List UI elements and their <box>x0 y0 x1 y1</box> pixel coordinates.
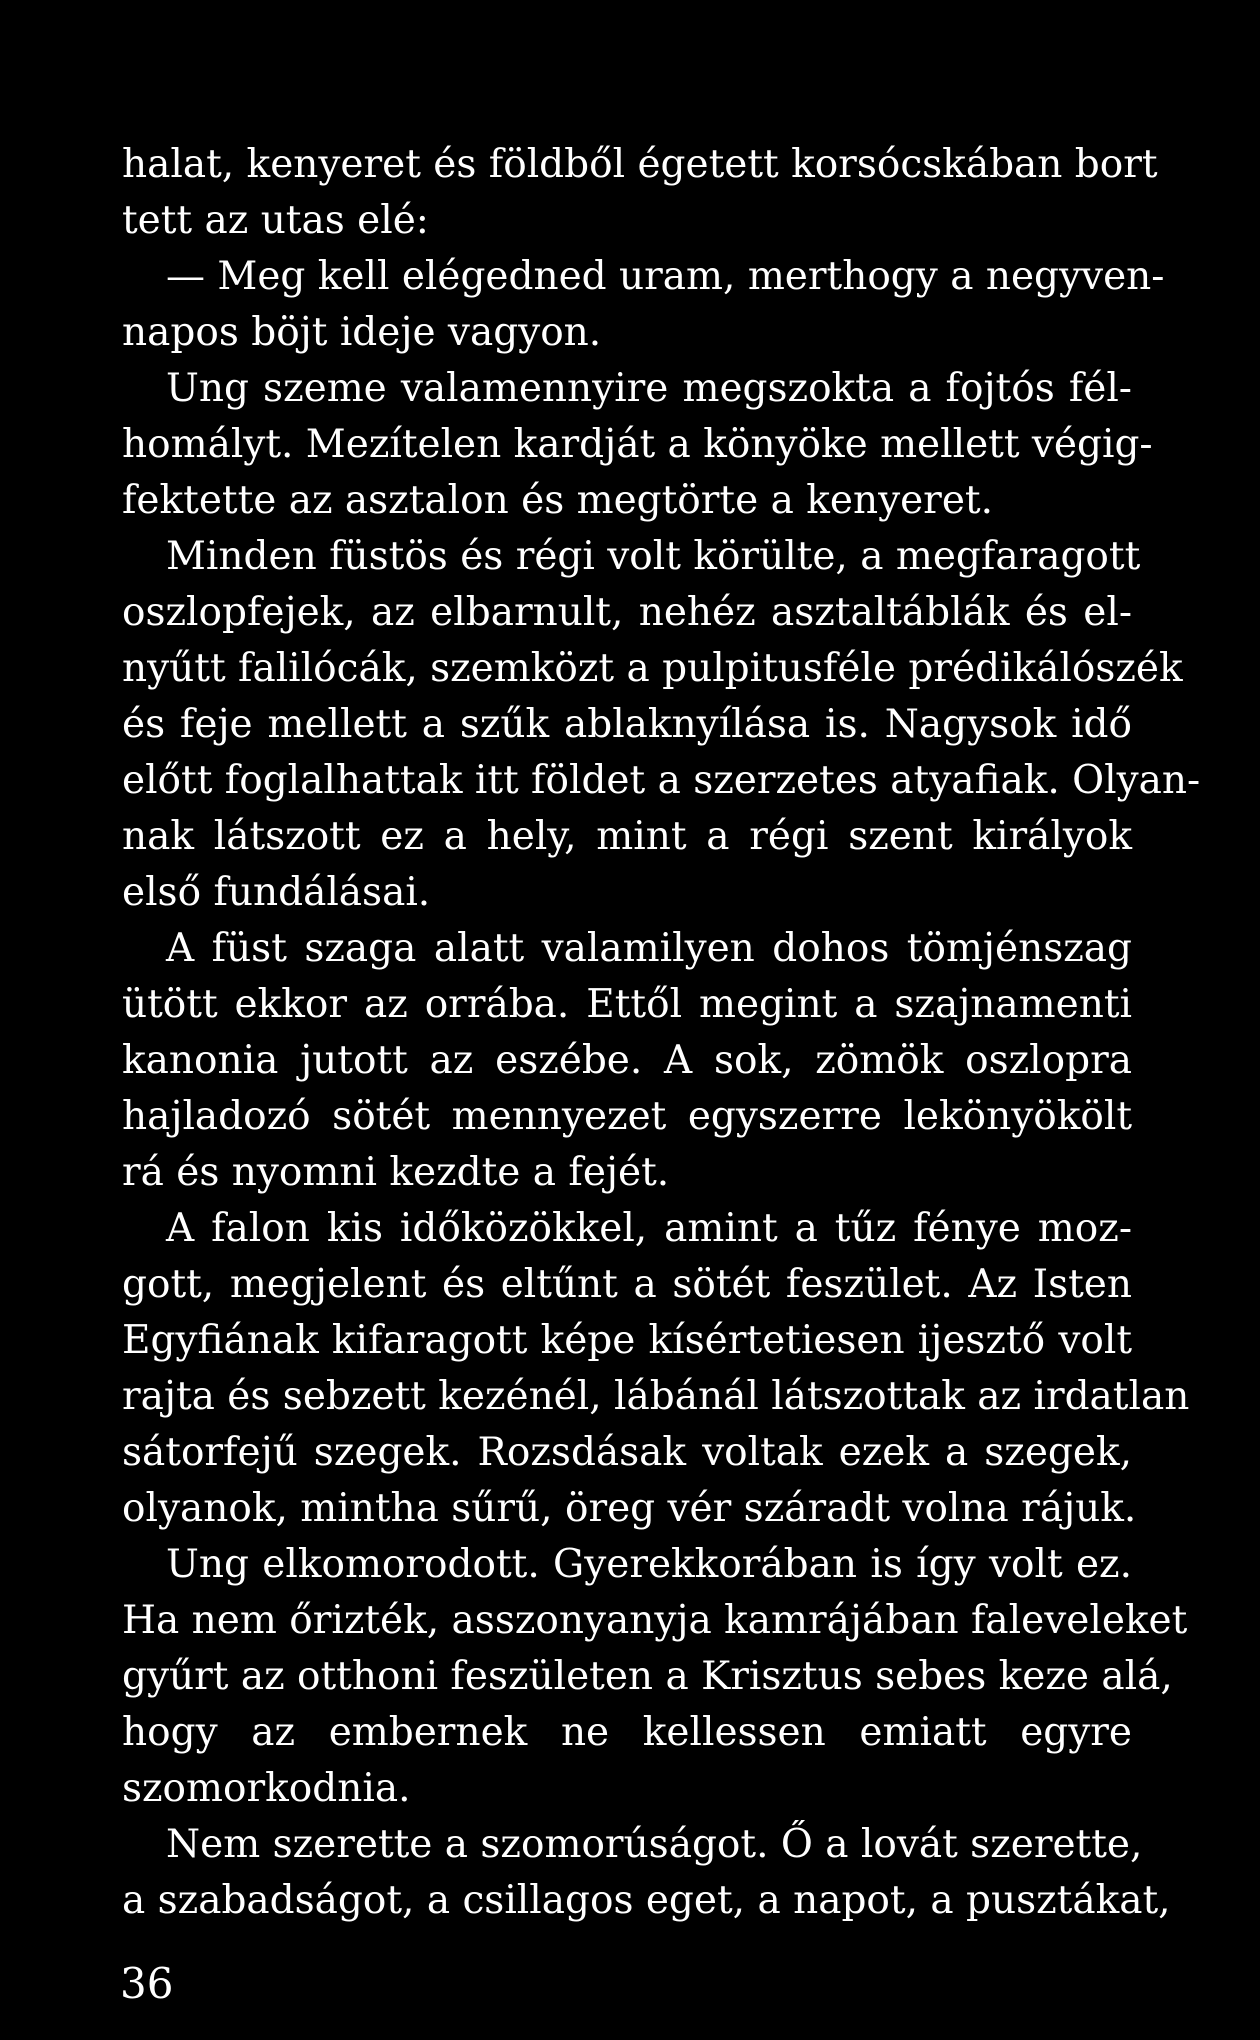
text-line: a szabadságot, a csillagos eget, a napot, a pusztákat, <box>122 1878 1171 1923</box>
text-line: hajladozó sötét mennyezet egyszerre lekönyökölt <box>122 1094 1132 1139</box>
text-line: — Meg kell elégedned uram, merthogy a negyven- <box>166 254 1165 299</box>
text-line: Ung szeme valamennyire megszokta a fojtós fél- <box>166 366 1132 411</box>
text-line: nak látszott ez a hely, mint a régi szent királyok <box>122 814 1132 859</box>
text-line: rajta és sebzett kezénél, lábánál látszottak az irdatlan <box>122 1374 1190 1419</box>
text-line: Nem szerette a szomorúságot. Ő a lovát szerette, <box>166 1822 1143 1867</box>
page-number: 36 <box>120 1959 174 2008</box>
text-line: Ung elkomorodott. Gyerekkorában is így volt ez. <box>166 1542 1132 1587</box>
text-line: halat, kenyeret és földből égetett korsócskában bort <box>122 142 1158 187</box>
text-line: szomorkodnia. <box>122 1766 411 1811</box>
text-line: hogy az embernek ne kellessen emiatt egyre <box>122 1710 1132 1755</box>
text-line: homályt. Mezítelen kardját a könyöke mellett végig- <box>122 422 1153 467</box>
text-line: oszlopfejek, az elbarnult, nehéz asztaltáblák és el- <box>122 590 1132 635</box>
text-line: A falon kis időközökkel, amint a tűz fénye moz- <box>166 1206 1132 1251</box>
text-line: ütött ekkor az orrába. Ettől megint a szajnamenti <box>122 982 1132 1027</box>
text-line: Ha nem őrizték, asszonyanyja kamrájában faleveleket <box>122 1598 1188 1643</box>
text-line: rá és nyomni kezdte a fejét. <box>122 1150 670 1195</box>
text-line: gyűrt az otthoni feszületen a Krisztus sebes keze alá, <box>122 1654 1173 1699</box>
text-line: előtt foglalhattak itt földet a szerzetes atyafiak. Olyan- <box>122 758 1201 803</box>
text-line: A füst szaga alatt valamilyen dohos tömjénszag <box>166 926 1132 971</box>
text-line: és feje mellett a szűk ablaknyílása is. Nagysok idő <box>122 702 1132 747</box>
text-line: kanonia jutott az eszébe. A sok, zömök oszlopra <box>122 1038 1132 1083</box>
text-line: első fundálásai. <box>122 870 431 915</box>
text-line: tett az utas elé: <box>122 198 429 243</box>
text-line: olyanok, mintha sűrű, öreg vér száradt volna rájuk. <box>122 1486 1137 1531</box>
body-text <box>122 137 1201 1929</box>
text-line: napos böjt ideje vagyon. <box>122 310 602 355</box>
text-line: sátorfejű szegek. Rozsdásak voltak ezek a szegek, <box>122 1430 1132 1475</box>
text-line: Minden füstös és régi volt körülte, a megfaragott <box>166 534 1141 579</box>
text-line: Egyfiának kifaragott képe kísértetiesen ijesztő volt <box>122 1318 1132 1363</box>
text-line: nyűtt falilócák, szemközt a pulpitusféle prédikálószék <box>122 646 1183 691</box>
text-line: gott, megjelent és eltűnt a sötét feszület. Az Isten <box>122 1262 1132 1307</box>
text-line: fektette az asztalon és megtörte a kenyeret. <box>122 478 993 523</box>
